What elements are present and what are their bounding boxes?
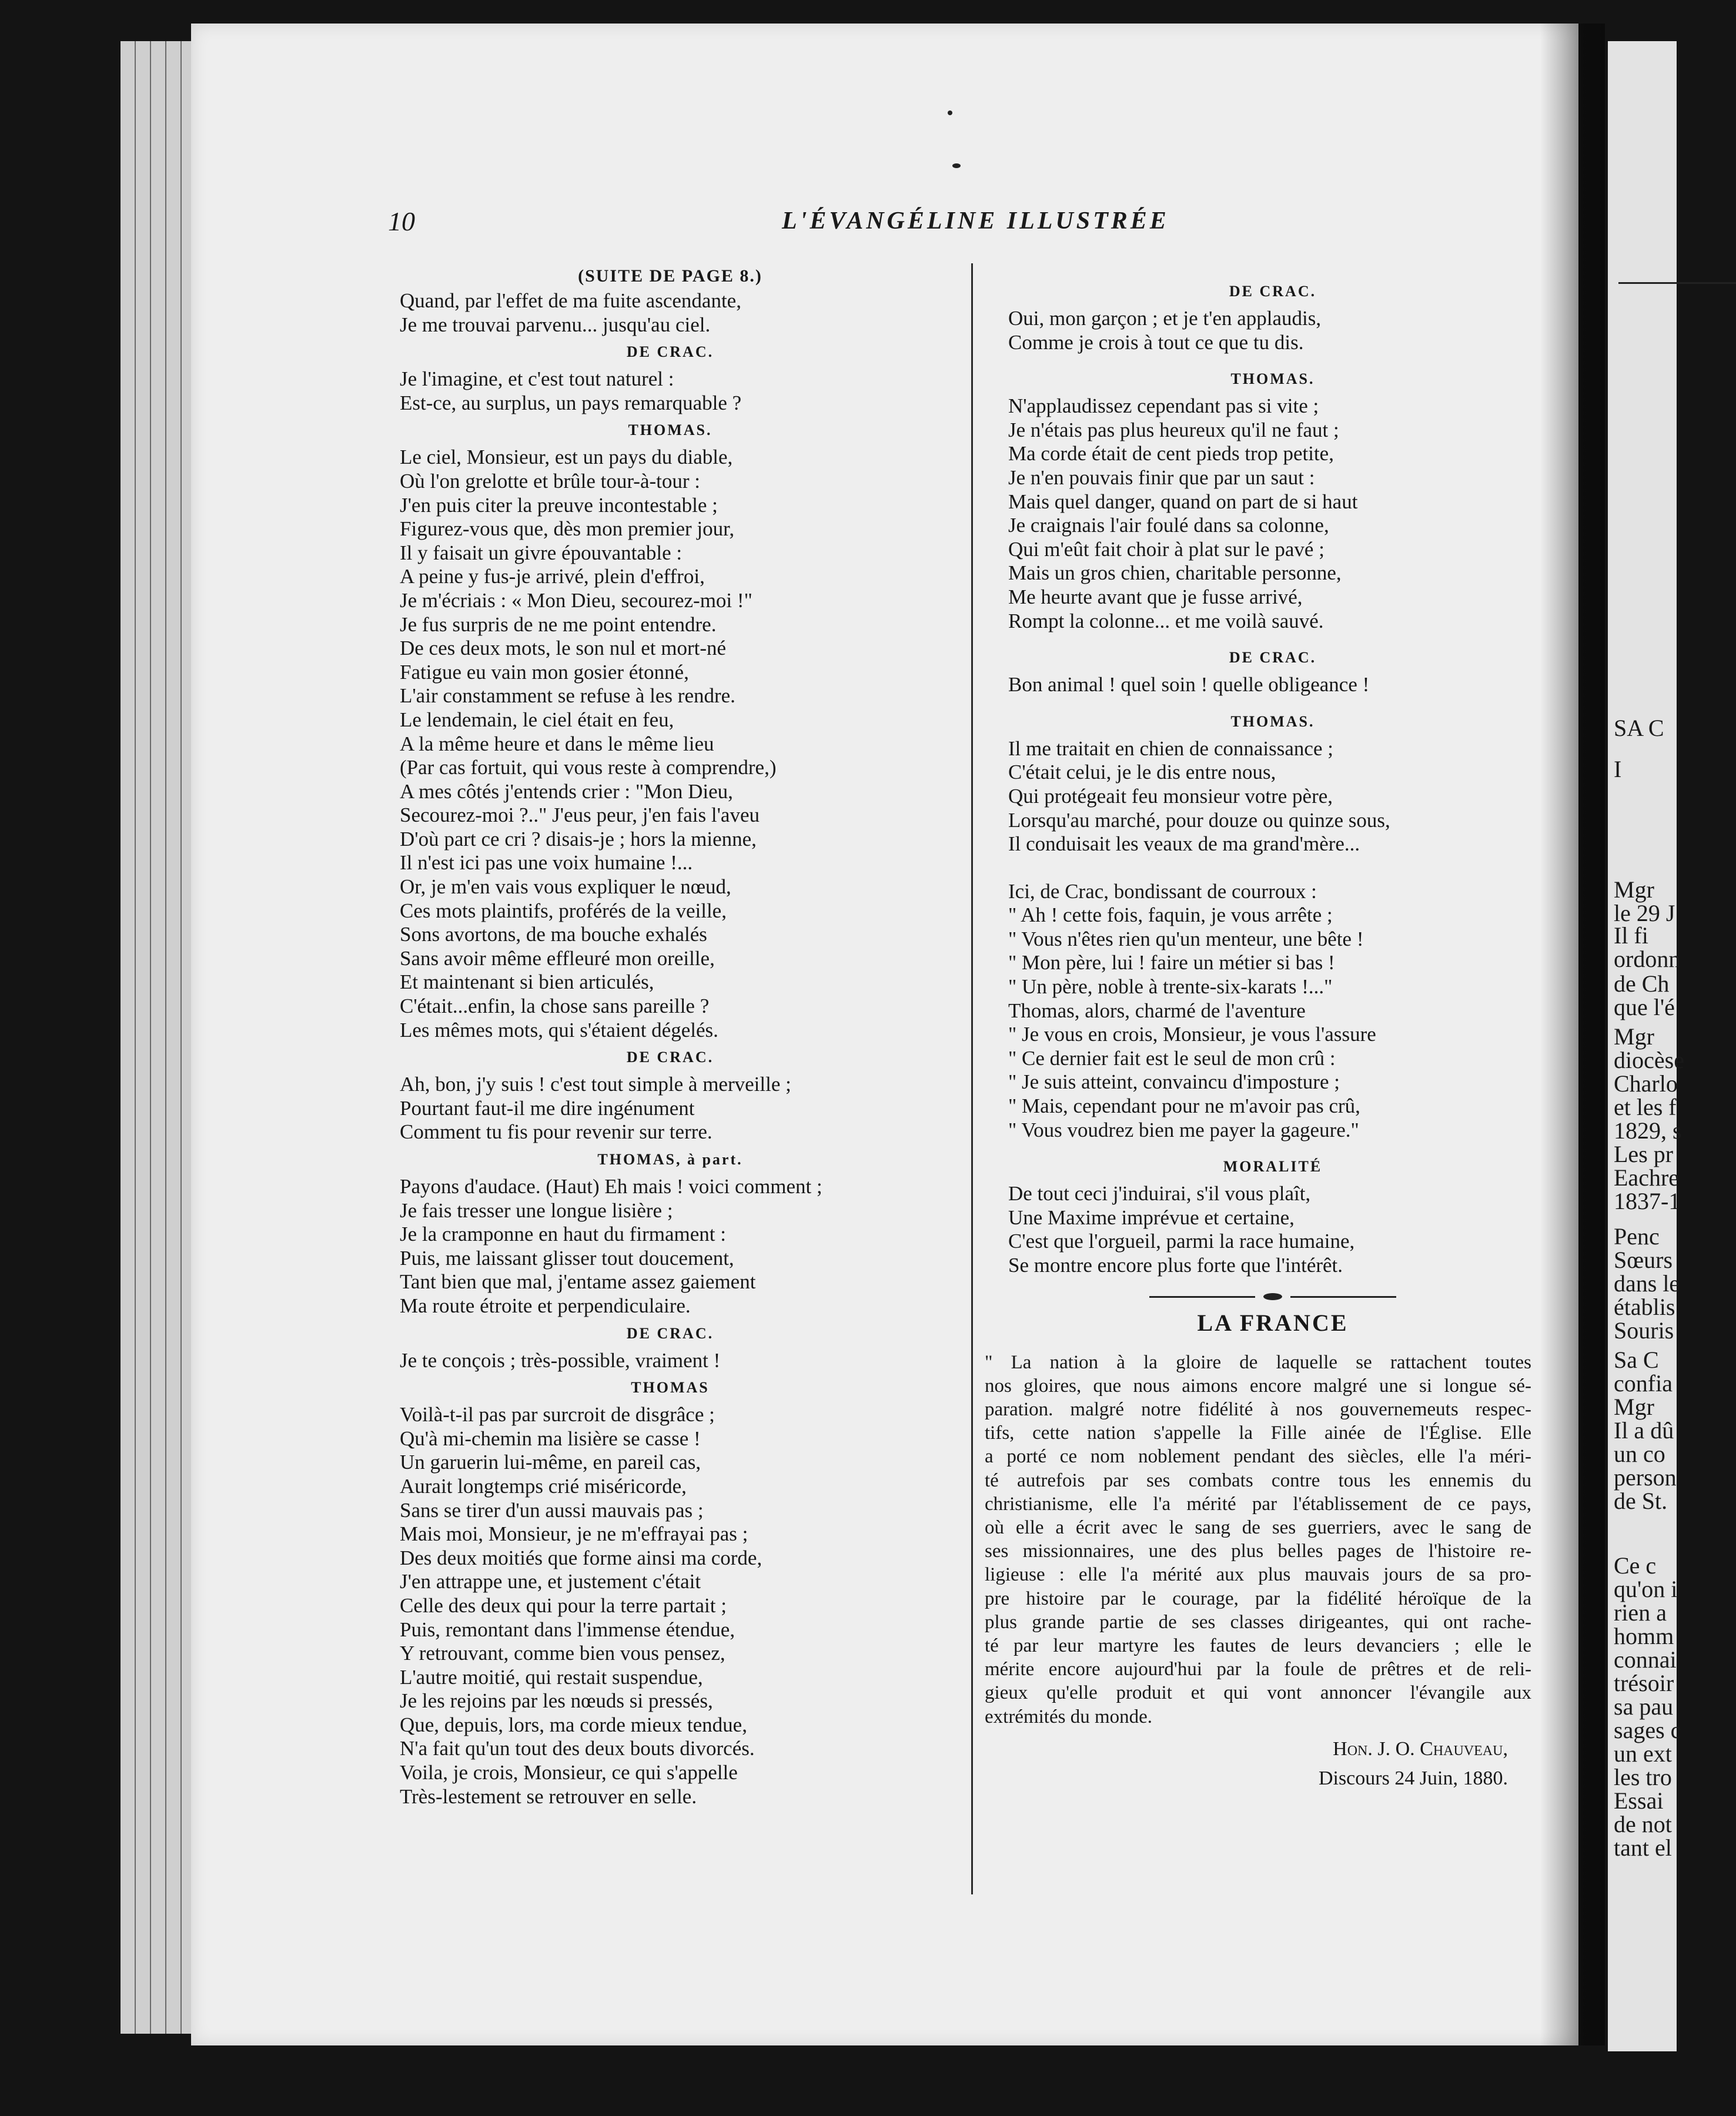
- verse-line: Qu'à mi-chemin ma lisière se casse !: [400, 1427, 701, 1450]
- verse-line: A la même heure et dans le même lieu: [400, 732, 714, 755]
- adjacent-page-text: rien a: [1614, 1599, 1667, 1626]
- adjacent-page-text: homm: [1614, 1623, 1674, 1649]
- verse-line: N'a fait qu'un tout des deux bouts divorcés.: [400, 1737, 755, 1760]
- adjacent-page-text: Mgr: [1614, 876, 1654, 903]
- verse-line: Thomas, alors, charmé de l'aventure: [1008, 999, 1306, 1022]
- verse-line: " Vous voudrez bien me payer la gageure.": [1008, 1118, 1359, 1141]
- article-title: LA FRANCE: [1197, 1309, 1349, 1336]
- article-line: té par leur martyre les fautes de leurs devanciers ; elle le: [985, 1635, 1531, 1657]
- verse-line: Oui, mon garçon ; et je t'en applaudis,: [1008, 307, 1322, 330]
- verse-line: Figurez-vous que, dès mon premier jour,: [400, 517, 735, 541]
- verse-line: Mais quel danger, quand on part de si haut: [1008, 490, 1358, 513]
- verse-line: Payons d'audace. (Haut) Eh mais ! voici comment ;: [400, 1175, 822, 1198]
- adjacent-page-text: Essai: [1614, 1787, 1664, 1814]
- verse-line: Je l'imagine, et c'est tout naturel :: [400, 367, 674, 391]
- adjacent-page-text: ordonn: [1614, 946, 1681, 972]
- verse-line: Je craignais l'air foulé dans sa colonne,: [1008, 514, 1329, 537]
- speaker-label: THOMAS.: [628, 421, 713, 439]
- verse-line: L'air constamment se refuse à les rendre.: [400, 684, 735, 708]
- adjacent-page-text: confia: [1614, 1370, 1673, 1397]
- adjacent-page-text: 1837-1: [1614, 1188, 1681, 1214]
- speaker-label: THOMAS, à part.: [597, 1151, 743, 1168]
- verse-line: Aurait longtemps crié miséricorde,: [400, 1474, 687, 1498]
- verse-line: Sans avoir même effleuré mon oreille,: [400, 946, 715, 970]
- adjacent-page-text: Mgr: [1614, 1023, 1654, 1050]
- left-column: [400, 263, 941, 1809]
- article-line: paration. malgré notre fidélité à nos gouvernemeuts respec-: [985, 1399, 1531, 1420]
- verse-line: Très-lestement se retrouver en selle.: [400, 1784, 697, 1808]
- speaker-label: DE CRAC.: [1229, 649, 1317, 667]
- verse-line: Secourez-moi ?.." J'eus peur, j'en fais l'aveu: [400, 803, 760, 827]
- verse-line: Et maintenant si bien articulés,: [400, 970, 654, 994]
- adjacent-page-fragment: [1608, 41, 1684, 2051]
- verse-line: Je me trouvai parvenu... jusqu'au ciel.: [400, 313, 711, 336]
- section-ornament: [1149, 1293, 1396, 1300]
- article-line: christianisme, elle l'a mérité par l'établissement de ce pays,: [985, 1493, 1531, 1515]
- article-line: plus grande partie de ses classes dirigeantes, qui ont rache-: [985, 1611, 1531, 1633]
- verse-line: Ah, bon, j'y suis ! c'est tout simple à merveille ;: [400, 1073, 791, 1096]
- speaker-label: DE CRAC.: [626, 1049, 714, 1066]
- article-line: pre histoire par le courage, par la fidélité héroïque de la: [985, 1588, 1531, 1609]
- verse-line: De ces deux mots, le son nul et mort-né: [400, 637, 727, 660]
- verse-line: Qui protégeait feu monsieur votre père,: [1008, 784, 1333, 808]
- adjacent-page-text: connai: [1614, 1646, 1677, 1673]
- adjacent-page-text: de not: [1614, 1811, 1672, 1837]
- verse-line: " Ce dernier fait est le seul de mon crû :: [1008, 1046, 1336, 1070]
- verse-line: Je la cramponne en haut du firmament :: [400, 1223, 726, 1246]
- adjacent-page-text: les tro: [1614, 1764, 1672, 1790]
- verse-line: " Je vous en crois, Monsieur, je vous l'assure: [1008, 1023, 1376, 1046]
- verse-line: Voila, je crois, Monsieur, ce qui s'appelle: [400, 1761, 738, 1784]
- verse-line: Fatigue eu vain mon gosier étonné,: [400, 660, 689, 684]
- adjacent-page-text: Il fi: [1614, 922, 1648, 949]
- adjacent-page-text: Les pr: [1614, 1141, 1674, 1167]
- speaker-label: DE CRAC.: [626, 343, 714, 361]
- speck: [948, 111, 952, 115]
- adjacent-page-text: de Ch: [1614, 970, 1670, 997]
- verse-line: Des deux moitiés que forme ainsi ma corde,: [400, 1546, 762, 1569]
- speaker-label: THOMAS.: [1230, 712, 1315, 730]
- verse-line: Ces mots plaintifs, proférés de la veille,: [400, 899, 727, 922]
- adjacent-page-text: Penc: [1614, 1223, 1660, 1250]
- adjacent-page-text: Ce c: [1614, 1552, 1657, 1579]
- verse-line: J'en attrappe une, et justement c'était: [400, 1570, 701, 1593]
- verse-line: De tout ceci j'induirai, s'il vous plaît,: [1008, 1182, 1311, 1206]
- article-line: té autrefois par ses combats contre tous les ennemis du: [985, 1469, 1531, 1491]
- adjacent-page-text: et les f: [1614, 1094, 1677, 1120]
- adjacent-page-text: Eachre: [1614, 1164, 1680, 1191]
- speaker-label: DE CRAC.: [1229, 283, 1317, 300]
- verse-line: Sons avortons, de ma bouche exhalés: [400, 923, 707, 946]
- adjacent-page-text: diocèse: [1614, 1047, 1684, 1073]
- verse-line: Le lendemain, le ciel était en feu,: [400, 708, 674, 731]
- verse-line: Comment tu fis pour revenir sur terre.: [400, 1120, 713, 1144]
- verse-line: Lorsqu'au marché, pour douze ou quinze sous,: [1008, 808, 1390, 832]
- adjacent-page-text: Souris: [1614, 1317, 1674, 1344]
- verse-line: L'autre moitié, qui restait suspendue,: [400, 1665, 703, 1689]
- verse-line: Rompt la colonne... et me voilà sauvé.: [1008, 609, 1324, 632]
- verse-line: Il n'est ici pas une voix humaine !...: [400, 851, 693, 875]
- adjacent-page-text: Il a dû: [1614, 1417, 1674, 1444]
- article-signature: [985, 1735, 1508, 1793]
- verse-line: Tant bien que mal, j'entame assez gaiement: [400, 1270, 756, 1294]
- article-body: [985, 1351, 1531, 1729]
- article-line: où elle a écrit avec le sang de ses guerriers, avec le sang de: [985, 1517, 1531, 1539]
- verse-line: J'en puis citer la preuve incontestable ;: [400, 493, 718, 517]
- page-number: 10: [388, 206, 415, 236]
- verse-line: " Un père, noble à trente-six-karats !...": [1008, 975, 1333, 999]
- verse-line: Puis, remontant dans l'immense étendue,: [400, 1618, 735, 1641]
- continuation-note: (SUITE DE PAGE 8.): [578, 266, 762, 286]
- verse-line: (Par cas fortuit, qui vous reste à comprendre,): [400, 756, 777, 779]
- verse-line: Une Maxime imprévue et certaine,: [1008, 1206, 1295, 1229]
- adjacent-page-text: le 29 J: [1614, 900, 1675, 926]
- verse-line: Je n'étais pas plus heureux qu'il ne faut ;: [1008, 418, 1339, 441]
- verse-line: Celle des deux qui pour la terre partait ;: [400, 1593, 727, 1617]
- article-line: " La nation à la gloire de laquelle se rattachent toutes: [985, 1351, 1531, 1373]
- verse-line: A mes côtés j'entends crier : "Mon Dieu,: [400, 779, 733, 803]
- verse-line: Il me traitait en chien de connaissance ;: [1008, 736, 1333, 760]
- adjacent-page-text: établis: [1614, 1294, 1675, 1320]
- verse-line: N'applaudissez cependant pas si vite ;: [1008, 394, 1319, 418]
- adjacent-page-text: 1829, s: [1614, 1117, 1682, 1144]
- verse-line: Que, depuis, lors, ma corde mieux tendue,: [400, 1713, 747, 1736]
- verse-line: " Ah ! cette fois, faquin, je vous arrête ;: [1008, 903, 1333, 927]
- verse-line: Ici, de Crac, bondissant de courroux :: [1008, 879, 1317, 903]
- speaker-label: THOMAS: [631, 1379, 710, 1397]
- verse-line: Se montre encore plus forte que l'intérêt.: [1008, 1254, 1343, 1277]
- speaker-label: MORALITÉ: [1223, 1158, 1323, 1176]
- running-header: [388, 206, 1423, 247]
- verse-line: Je fus surpris de ne me point entendre.: [400, 612, 717, 636]
- verse-line: C'est que l'orgueil, parmi la race humaine,: [1008, 1230, 1355, 1253]
- column-divider: [971, 263, 973, 1894]
- article-line: nos gloires, que nous aimons encore malgré une si longue sé-: [985, 1375, 1531, 1397]
- verse-line: Je m'écriais : « Mon Dieu, secourez-moi !": [400, 588, 752, 612]
- speck: [952, 163, 961, 168]
- adjacent-page-text: Sœurs: [1614, 1247, 1673, 1273]
- verse-line: Mais moi, Monsieur, je ne m'effrayai pas ;: [400, 1522, 748, 1546]
- verse-line: Pourtant faut-il me dire ingénument: [400, 1096, 695, 1120]
- speaker-label: THOMAS.: [1230, 370, 1315, 388]
- adjacent-page-text: que l'é: [1614, 994, 1675, 1020]
- stanza-gap: [1008, 856, 1537, 880]
- verse-line: Un garuerin lui-même, en pareil cas,: [400, 1451, 701, 1474]
- speaker-label: DE CRAC.: [626, 1324, 714, 1342]
- adjacent-page-text: de St.: [1614, 1488, 1668, 1514]
- article-line: ses missionnaires, une des plus belles pages de l'histoire re-: [985, 1541, 1531, 1562]
- adjacent-page-text: un ext: [1614, 1740, 1672, 1767]
- verse-line: Qui m'eût fait choir à plat sur le pavé ;: [1008, 537, 1324, 561]
- article-line: tifs, cette nation s'appelle la Fille ainée de l'Église. Elle: [985, 1422, 1531, 1444]
- verse-line: Or, je m'en vais vous expliquer le nœud,: [400, 875, 731, 899]
- adjacent-page-text: Sa C: [1614, 1347, 1659, 1373]
- verse-line: Le ciel, Monsieur, est un pays du diable,: [400, 446, 733, 469]
- verse-line: Quand, par l'effet de ma fuite ascendante,: [400, 289, 741, 312]
- verse-line: " Mon père, lui ! faire un métier si bas !: [1008, 951, 1335, 975]
- verse-line: " Vous n'êtes rien qu'un menteur, une bête !: [1008, 927, 1364, 950]
- verse-line: Est-ce, au surplus, un pays remarquable ?: [400, 391, 742, 414]
- adjacent-page-rule: [1618, 282, 1736, 284]
- adjacent-page-text: Charlo: [1614, 1070, 1678, 1097]
- verse-line: Où l'on grelotte et brûle tour-à-tour :: [400, 469, 701, 493]
- article-line: a porté ce nom noblement pendant des siècles, elle l'a méri-: [985, 1446, 1531, 1468]
- verse-line: Comme je crois à tout ce que tu dis.: [1008, 330, 1304, 354]
- adjacent-page-text: un co: [1614, 1441, 1665, 1467]
- verse-line: Puis, me laissant glisser tout doucement,: [400, 1246, 734, 1270]
- adjacent-page-text: sa pau: [1614, 1693, 1674, 1720]
- verse-line: A peine y fus-je arrivé, plein d'effroi,: [400, 565, 705, 588]
- adjacent-page-text: trésoir: [1614, 1670, 1674, 1696]
- verse-line: Me heurte avant que je fusse arrivé,: [1008, 585, 1303, 608]
- article-line: extrémités du monde.: [985, 1706, 1153, 1727]
- article-line: ligieuse : elle l'a mérité aux plus mauvais jours de sa pro-: [985, 1564, 1531, 1586]
- adjacent-page-text: sages c: [1614, 1717, 1681, 1743]
- adjacent-page-text: SA C: [1614, 715, 1664, 741]
- article-line: gieux qu'elle produit et qui vont annoncer l'évangile aux: [985, 1682, 1531, 1704]
- verse-line: Je fais tresser une longue lisière ;: [400, 1198, 673, 1222]
- verse-line: Je n'en pouvais finir que par un saut :: [1008, 466, 1315, 489]
- adjacent-page-text: qu'on i: [1614, 1576, 1678, 1602]
- verse-line: " Je suis atteint, convaincu d'imposture ;: [1008, 1070, 1340, 1094]
- verse-line: D'où part ce cri ? disais-je ; hors la mienne,: [400, 827, 757, 851]
- adjacent-page-text: dans le: [1614, 1270, 1680, 1297]
- adjacent-page-text: person: [1614, 1464, 1677, 1491]
- article-line: mérite encore aujourd'hui par la foule de prêtres et de reli-: [985, 1659, 1531, 1680]
- verse-line: C'était celui, je le dis entre nous,: [1008, 761, 1276, 784]
- verse-line: Il conduisait les veaux de ma grand'mère...: [1008, 832, 1360, 856]
- verse-line: Je les rejoins par les nœuds si pressés,: [400, 1689, 713, 1713]
- verse-line: Mais un gros chien, charitable personne,: [1008, 561, 1342, 585]
- verse-line: Bon animal ! quel soin ! quelle obligeance !: [1008, 673, 1370, 697]
- right-column: [985, 276, 1537, 1793]
- adjacent-page-text: I: [1614, 756, 1622, 782]
- verse-line: Il y faisait un givre épouvantable :: [400, 541, 683, 564]
- verse-line: Sans se tirer d'un aussi mauvais pas ;: [400, 1498, 704, 1522]
- gutter-shadow: [1540, 24, 1605, 2045]
- verse-line: Les mêmes mots, qui s'étaient dégelés.: [400, 1018, 718, 1042]
- verse-line: Je te conçois ; très-possible, vraiment !: [400, 1348, 721, 1372]
- running-title: L'ÉVANGÉLINE ILLUSTRÉE: [782, 207, 1169, 235]
- verse-line: Ma route étroite et perpendiculaire.: [400, 1294, 691, 1317]
- verse-line: C'était...enfin, la chose sans pareille ?: [400, 995, 710, 1018]
- signature-name: Hon. J. O. Chauveau,: [1333, 1737, 1508, 1760]
- verse-line: Voilà-t-il pas par surcroit de disgrâce ;: [400, 1403, 715, 1427]
- verse-line: " Mais, cependant pour ne m'avoir pas crû,: [1008, 1094, 1360, 1118]
- verse-line: Y retrouvant, comme bien vous pensez,: [400, 1642, 725, 1665]
- adjacent-page-text: tant el: [1614, 1834, 1672, 1861]
- verse-line: Ma corde était de cent pieds trop petite,: [1008, 442, 1334, 466]
- signature-date: Discours 24 Juin, 1880.: [1318, 1767, 1508, 1789]
- adjacent-page-text: Mgr: [1614, 1394, 1654, 1420]
